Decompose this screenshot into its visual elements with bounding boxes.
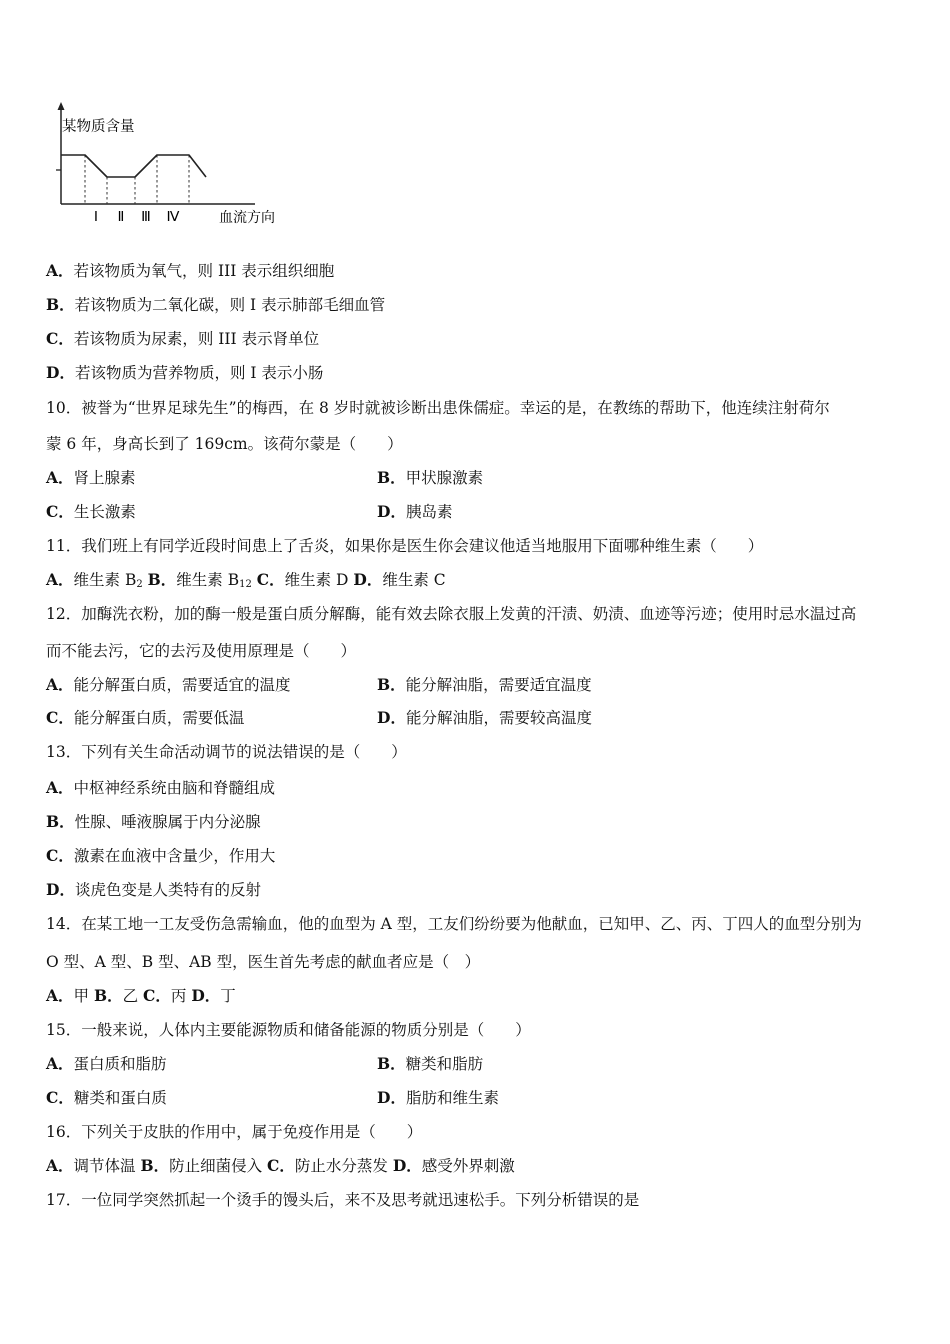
option-text: 防止细菌侵入: [169, 1157, 263, 1175]
q13-option-b: [46, 812, 261, 832]
option-label: D．: [392, 1156, 422, 1175]
q10-stem-line2: 蒙 6 年，身高长到了 169cm。该荷尔蒙是（ ）: [46, 435, 403, 453]
tick-label-2: Ⅱ: [117, 210, 125, 225]
q9-option-c: [46, 329, 319, 349]
graph-axes: [56, 102, 255, 204]
option-text: 维生素 C: [382, 571, 446, 589]
q13-option-d: [46, 880, 261, 900]
option-text: 维生素 B: [73, 571, 137, 589]
option-label: A．: [46, 570, 74, 589]
option-text: 若该物质为二氧化碳，则 I 表示肺部毛细血管: [74, 296, 386, 314]
option-label: D．: [46, 880, 75, 899]
option-label: A．: [46, 675, 74, 694]
q11-options-row: [46, 570, 446, 595]
figure-ylabel: 某物质含量: [62, 119, 135, 135]
option-label: A．: [46, 1054, 74, 1073]
q13-stem: 13．下列有关生命活动调节的说法错误的是（ ）: [46, 743, 407, 761]
option-label: C．: [46, 1088, 74, 1107]
option-text: 中枢神经系统由脑和脊髓组成: [73, 779, 276, 797]
figure-tick-labels: [94, 210, 180, 225]
option-text: 谈虎色变是人类特有的反射: [74, 881, 261, 899]
q10-option-b: [377, 468, 483, 488]
option-text: 若该物质为氧气，则 III 表示组织细胞: [73, 262, 335, 280]
option-label: C．: [143, 986, 171, 1005]
blood-flow-figure: [50, 100, 280, 235]
option-label: C．: [267, 1156, 295, 1175]
option-label: C．: [46, 329, 74, 348]
option-text: 乙: [122, 987, 139, 1005]
option-text: 若该物质为尿素，则 III 表示肾单位: [73, 330, 320, 348]
option-subscript: 2: [136, 579, 143, 590]
q12-options-row1: [46, 675, 592, 695]
q11-stem: 11．我们班上有同学近段时间患上了舌炎，如果你是医生你会建议他适当地服用下面哪种维生素（ ）: [46, 537, 764, 555]
option-label: C．: [46, 502, 74, 521]
option-text: 丙: [170, 987, 187, 1005]
option-text: 糖类和脂肪: [405, 1055, 484, 1073]
q10-options-row2: [46, 502, 453, 522]
q15-option-b: [377, 1054, 483, 1074]
option-text: 蛋白质和脂肪: [73, 1055, 167, 1073]
option-label: D．: [46, 363, 75, 382]
option-label: B．: [140, 1156, 170, 1175]
option-text: 能分解蛋白质，需要适宜的温度: [73, 676, 291, 694]
option-label: C．: [46, 846, 74, 865]
q12-stem-line2: 而不能去污，它的去污及使用原理是（ ）: [46, 642, 357, 660]
tick-label-3: Ⅲ: [141, 210, 151, 225]
q12-option-b: [377, 675, 592, 695]
figure-xlabel: 血流方向: [219, 211, 275, 226]
q15-stem: 15．一般来说，人体内主要能源物质和储备能源的物质分别是（ ）: [46, 1021, 531, 1039]
option-label: D．: [377, 1088, 406, 1107]
option-label: A．: [46, 778, 74, 797]
option-label: C．: [46, 708, 74, 727]
option-text: 防止水分蒸发: [294, 1157, 388, 1175]
q14-stem-line1: 14．在某工地一工友受伤急需输血，他的血型为 A 型，工友们纷纷要为他献血，已知甲、乙、丙、丁四人的血型分别为: [46, 915, 862, 933]
option-label: B．: [377, 468, 406, 487]
q15-option-d: [377, 1088, 499, 1108]
option-subscript: 12: [239, 579, 252, 590]
option-label: C．: [256, 570, 285, 589]
option-text: 性腺、唾液腺属于内分泌腺: [74, 813, 261, 831]
option-text: 甲状腺激素: [405, 469, 484, 487]
substance-content-graph: [50, 100, 280, 235]
q9-option-b: [46, 295, 385, 315]
q10-options-row1: [46, 468, 484, 488]
option-text: 生长激素: [73, 503, 136, 521]
option-text: 维生素 B: [176, 571, 240, 589]
tick-label-4: Ⅳ: [166, 210, 180, 225]
option-label: B．: [147, 570, 177, 589]
option-label: D．: [353, 570, 383, 589]
q12-option-d: [377, 708, 592, 728]
option-label: D．: [377, 708, 406, 727]
q10-option-d: [377, 502, 452, 522]
option-label: B．: [93, 986, 123, 1005]
option-text: 若该物质为营养物质，则 I 表示小肠: [74, 364, 324, 382]
option-text: 能分解油脂，需要适宜温度: [405, 676, 592, 694]
option-text: 能分解油脂，需要较高温度: [405, 709, 592, 727]
option-text: 糖类和蛋白质: [73, 1089, 167, 1107]
option-text: 甲: [73, 987, 90, 1005]
option-label: A．: [46, 468, 74, 487]
option-text: 调节体温: [73, 1157, 136, 1175]
option-label: B．: [46, 295, 75, 314]
q15-options-row2: [46, 1088, 499, 1108]
option-text: 感受外界刺激: [421, 1157, 515, 1175]
option-label: D．: [377, 502, 406, 521]
content-curve: [61, 155, 206, 177]
option-label: B．: [46, 812, 75, 831]
option-label: A．: [46, 986, 74, 1005]
option-label: A．: [46, 1156, 74, 1175]
q9-option-a: [46, 261, 334, 281]
q10-stem-line1: 10．被誉为“世界足球先生”的梅西，在 8 岁时就被诊断出患侏儒症。幸运的是，在教练的帮助下，他连续注射荷尔: [46, 399, 830, 417]
option-text: 肾上腺素: [73, 469, 136, 487]
option-text: 激素在血液中含量少，作用大: [73, 847, 276, 865]
q13-option-a: [46, 778, 275, 798]
q9-option-d: [46, 363, 323, 383]
graph-guide-lines: [85, 155, 189, 204]
option-text: 维生素 D: [284, 571, 349, 589]
q12-stem-line1: 12．加酶洗衣粉，加的酶一般是蛋白质分解酶，能有效去除衣服上发黄的汗渍、奶渍、血迹等污迹；使用时忌水温过高: [46, 605, 857, 623]
option-label: D．: [191, 986, 221, 1005]
option-label: B．: [377, 1054, 406, 1073]
option-text: 胰岛素: [405, 503, 453, 521]
y-axis-arrow: [58, 102, 65, 110]
option-label: A．: [46, 261, 74, 280]
q17-stem: 17．一位同学突然抓起一个烫手的馒头后，来不及思考就迅速松手。下列分析错误的是: [46, 1191, 640, 1209]
q14-stem-line2: O 型、A 型、B 型、AB 型，医生首先考虑的献血者应是（ ）: [46, 953, 481, 971]
q16-stem: 16．下列关于皮肤的作用中，属于免疫作用是（ ）: [46, 1123, 423, 1141]
q16-options-row: [46, 1156, 515, 1176]
option-label: B．: [377, 675, 406, 694]
q13-option-c: [46, 846, 275, 866]
q15-options-row1: [46, 1054, 484, 1074]
tick-label-1: Ⅰ: [93, 210, 99, 225]
option-text: 能分解蛋白质，需要低温: [73, 709, 245, 727]
option-text: 脂肪和维生素: [405, 1089, 499, 1107]
q14-options-row: [46, 986, 236, 1006]
q12-options-row2: [46, 708, 592, 728]
option-text: 丁: [220, 987, 236, 1005]
